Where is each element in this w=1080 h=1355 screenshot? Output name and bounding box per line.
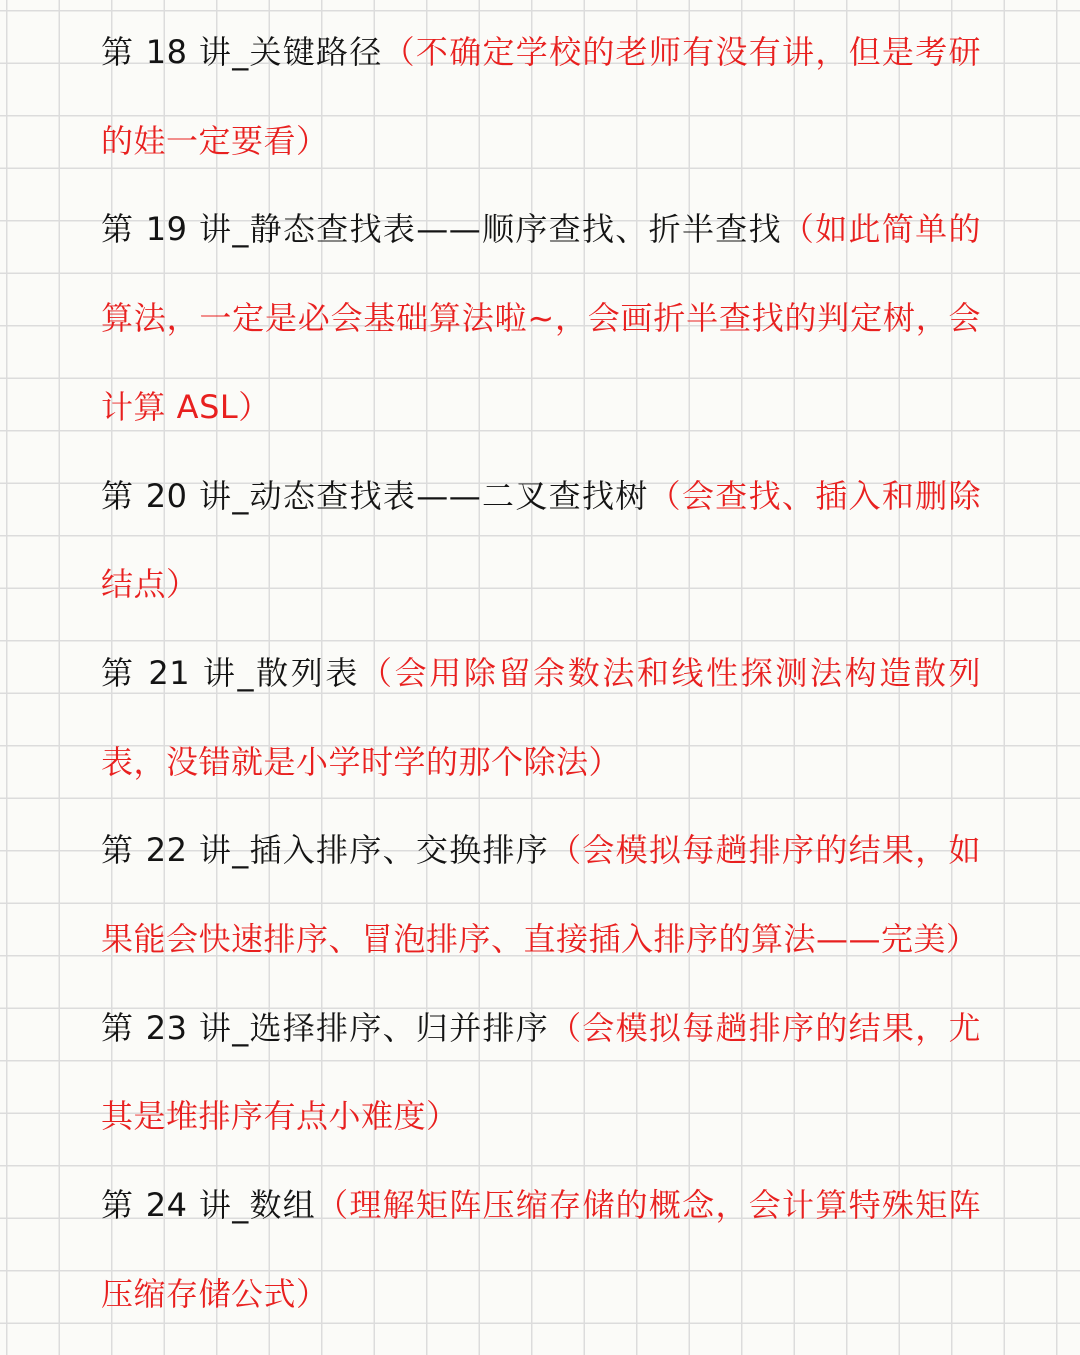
lecture-entry-21 [101, 629, 981, 806]
lecture-note: （会模拟每趟排序的结果，尤其是堆排序有点小难度） [101, 1008, 981, 1136]
lecture-title: 第 22 讲_插入排序、交换排序 [101, 831, 550, 870]
lecture-title: 第 18 讲_关键路径 [101, 33, 383, 71]
lecture-entry-23 [101, 984, 981, 1161]
lecture-note: （会查找、插入和删除结点） [101, 476, 981, 604]
lecture-note: （如此简单的算法，一定是必会基础算法啦~，会画折半查找的判定树，会计算 ASL） [101, 210, 981, 426]
lecture-note: （会模拟每趟排序的结果，如果能会快速排序、冒泡排序、直接插入排序的算法——完美） [101, 831, 981, 959]
lecture-entry-18 [101, 8, 981, 185]
lecture-note: （不确定学校的老师有没有讲，但是考研的娃一定要看） [101, 33, 981, 160]
lecture-entry-20 [101, 452, 981, 629]
lecture-entry-19 [101, 185, 981, 451]
lecture-title: 第 23 讲_选择排序、归并排序 [101, 1008, 550, 1047]
lecture-title: 第 21 讲_散列表 [101, 653, 360, 692]
lecture-entry-22 [101, 806, 981, 983]
lecture-title: 第 24 讲_数组 [101, 1186, 317, 1225]
lecture-entry-24 [101, 1161, 981, 1338]
lecture-note: （理解矩阵压缩存储的概念，会计算特殊矩阵压缩存储公式） [101, 1186, 981, 1313]
lecture-list [101, 0, 981, 1339]
lecture-title: 第 20 讲_动态查找表——二叉查找树 [101, 476, 649, 515]
lecture-note: （会用除留余数法和线性探测法构造散列表，没错就是小学时学的那个除法） [101, 653, 981, 781]
lecture-title: 第 19 讲_静态查找表——顺序查找、折半查找 [101, 210, 782, 249]
